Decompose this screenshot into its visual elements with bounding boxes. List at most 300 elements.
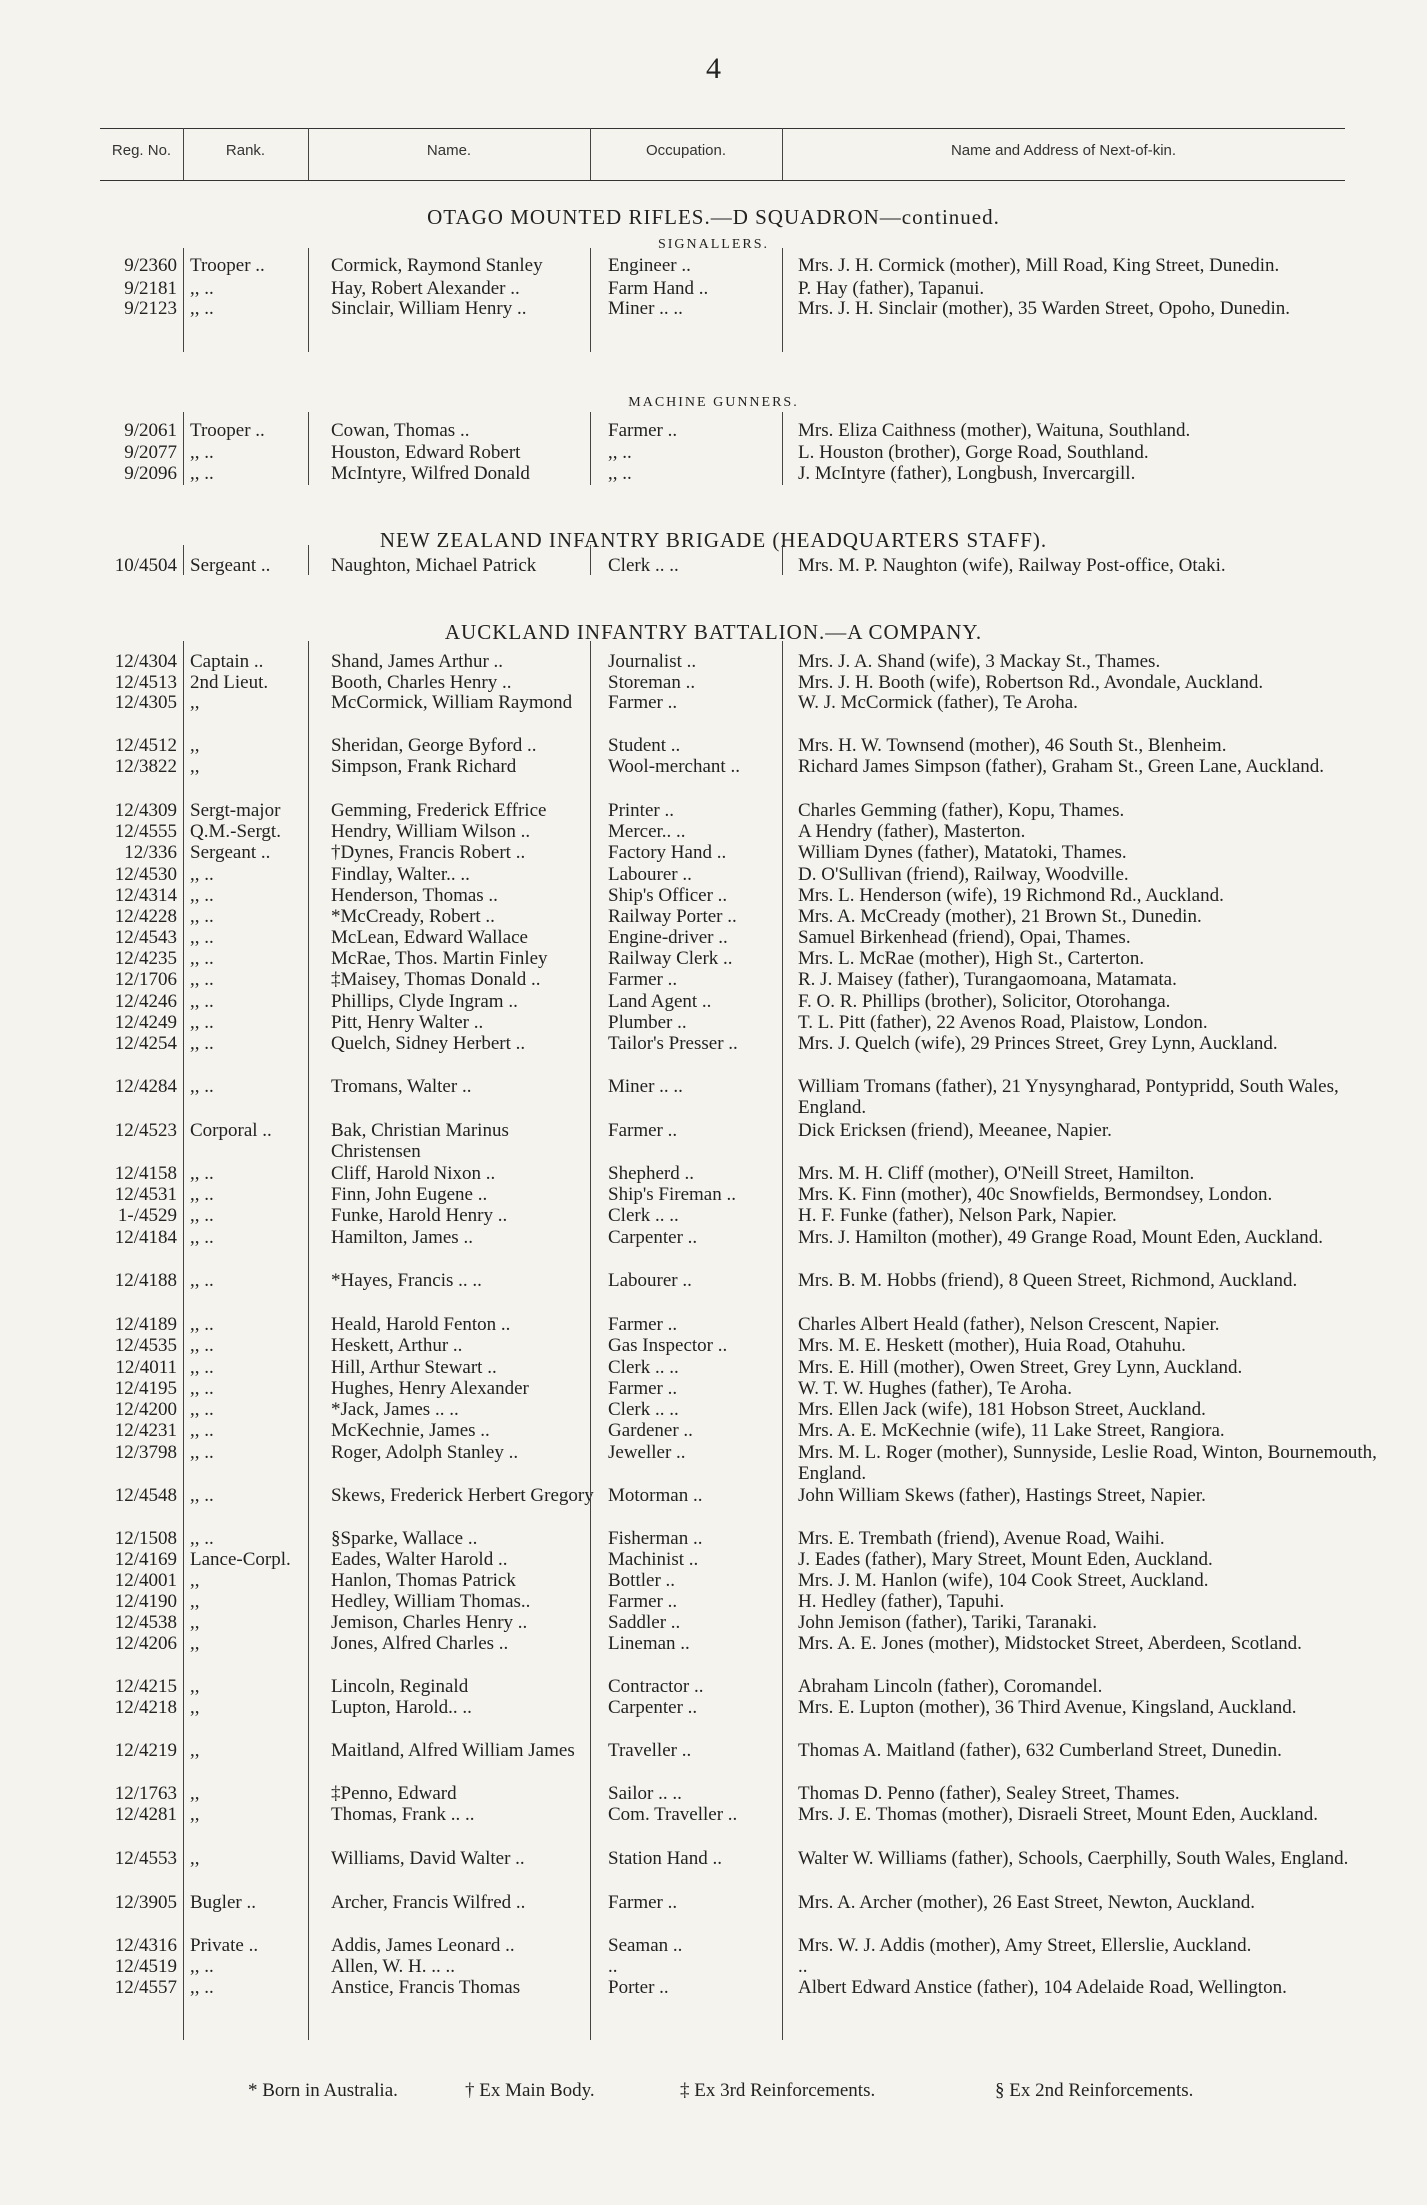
- column-divider: [782, 412, 783, 485]
- column-divider: [782, 248, 783, 352]
- next-of-kin: W. J. McCormick (father), Te Aroha.: [798, 692, 1078, 713]
- footnote-3rd-reinforcements: ‡ Ex 3rd Reinforcements.: [680, 2080, 876, 2101]
- rank: ,,: [190, 1633, 200, 1654]
- soldier-name: Jones, Alfred Charles ..: [331, 1633, 509, 1654]
- soldier-name: Tromans, Walter ..: [331, 1076, 472, 1097]
- next-of-kin: William Tromans (father), 21 Ynysyngharad, Pontypridd, South Wales, England.: [798, 1076, 1339, 1118]
- column-divider: [183, 412, 184, 485]
- rank: ,, ..: [190, 885, 214, 906]
- soldier-name: Booth, Charles Henry ..: [331, 672, 512, 693]
- soldier-name: Lupton, Harold.. ..: [331, 1697, 472, 1718]
- next-of-kin: Mrs. A. E. McKechnie (wife), 11 Lake Street, Rangiora.: [798, 1420, 1225, 1441]
- occupation: Saddler ..: [608, 1612, 681, 1633]
- soldier-name: McIntyre, Wilfred Donald: [331, 463, 530, 484]
- next-of-kin: Mrs. B. M. Hobbs (friend), 8 Queen Street, Richmond, Auckland.: [798, 1270, 1298, 1291]
- reg-number: 12/4231: [114, 1420, 177, 1441]
- occupation: Clerk .. ..: [608, 555, 679, 576]
- soldier-name: Hendry, William Wilson ..: [331, 821, 531, 842]
- rank: ,, ..: [190, 1163, 214, 1184]
- reg-number: 10/4504: [114, 555, 177, 576]
- soldier-name: Cowan, Thomas ..: [331, 420, 470, 441]
- column-divider: [183, 641, 184, 2040]
- next-of-kin: W. T. W. Hughes (father), Te Aroha.: [798, 1378, 1072, 1399]
- occupation: Carpenter ..: [608, 1697, 698, 1718]
- soldier-name: Cliff, Harold Nixon ..: [331, 1163, 496, 1184]
- soldier-name: Pitt, Henry Walter ..: [331, 1012, 484, 1033]
- rank: ,, ..: [190, 463, 214, 484]
- next-of-kin: Abraham Lincoln (father), Coromandel.: [798, 1676, 1103, 1697]
- occupation: Plumber ..: [608, 1012, 687, 1033]
- next-of-kin: D. O'Sullivan (friend), Railway, Woodville.: [798, 864, 1129, 885]
- next-of-kin: Mrs. E. Hill (mother), Owen Street, Grey Lynn, Auckland.: [798, 1357, 1243, 1378]
- reg-number: 12/4523: [114, 1120, 177, 1141]
- reg-number: 12/336: [124, 842, 177, 863]
- reg-number: 12/4215: [114, 1676, 177, 1697]
- reg-number: 12/4219: [114, 1740, 177, 1761]
- rank: Trooper ..: [190, 255, 265, 276]
- reg-number: 12/4235: [114, 948, 177, 969]
- column-divider: [183, 248, 184, 352]
- footnote-main-body: † Ex Main Body.: [465, 2080, 595, 2101]
- rank: ,, ..: [190, 1335, 214, 1356]
- occupation: Gas Inspector ..: [608, 1335, 728, 1356]
- rank: ,, ..: [190, 1442, 214, 1463]
- soldier-name: Archer, Francis Wilfred ..: [331, 1892, 526, 1913]
- occupation: Mercer.. ..: [608, 821, 686, 842]
- soldier-name: Allen, W. H. .. ..: [331, 1956, 456, 1977]
- rank: Trooper ..: [190, 420, 265, 441]
- soldier-name: McLean, Edward Wallace: [331, 927, 528, 948]
- soldier-name: Bak, Christian Marinus Christensen: [331, 1120, 509, 1162]
- rank: Bugler ..: [190, 1892, 256, 1913]
- reg-number: 9/2077: [124, 442, 177, 463]
- rank: ,, ..: [190, 1033, 214, 1054]
- next-of-kin: Walter W. Williams (father), Schools, Caerphilly, South Wales, England.: [798, 1848, 1349, 1869]
- next-of-kin: Mrs. J. Quelch (wife), 29 Princes Street, Grey Lynn, Auckland.: [798, 1033, 1278, 1054]
- rank: Corporal ..: [190, 1120, 272, 1141]
- rank: ,, ..: [190, 864, 214, 885]
- soldier-name: Lincoln, Reginald: [331, 1676, 469, 1697]
- soldier-name: Anstice, Francis Thomas: [331, 1977, 521, 1998]
- occupation: Machinist ..: [608, 1549, 699, 1570]
- soldier-name: Hedley, William Thomas..: [331, 1591, 531, 1612]
- next-of-kin: Mrs. A. McCready (mother), 21 Brown St., Dunedin.: [798, 906, 1202, 927]
- reg-number: 12/1763: [114, 1783, 177, 1804]
- reg-number: 12/4190: [114, 1591, 177, 1612]
- soldier-name: Funke, Harold Henry ..: [331, 1205, 508, 1226]
- footnote-born-australia: * Born in Australia.: [248, 2080, 398, 2101]
- rank: ,, ..: [190, 1956, 214, 1977]
- soldier-name: Gemming, Frederick Effrice: [331, 800, 547, 821]
- reg-number: 12/4218: [114, 1697, 177, 1718]
- occupation: Fisherman ..: [608, 1528, 703, 1549]
- rank: ,, ..: [190, 1528, 214, 1549]
- occupation: Farmer ..: [608, 692, 678, 713]
- next-of-kin: Richard James Simpson (father), Graham St., Green Lane, Auckland.: [798, 756, 1325, 777]
- next-of-kin: Mrs. M. P. Naughton (wife), Railway Post-office, Otaki.: [798, 555, 1226, 576]
- reg-number: 12/3798: [114, 1442, 177, 1463]
- reg-number: 12/1508: [114, 1528, 177, 1549]
- rank: ,,: [190, 1783, 200, 1804]
- column-divider: [782, 641, 783, 2040]
- header-rank: Rank.: [225, 142, 266, 159]
- column-divider: [782, 545, 783, 575]
- occupation: Bottler ..: [608, 1570, 676, 1591]
- next-of-kin: Mrs. M. H. Cliff (mother), O'Neill Street, Hamilton.: [798, 1163, 1195, 1184]
- rank: ,,: [190, 1676, 200, 1697]
- occupation: ,, ..: [608, 442, 632, 463]
- occupation: Jeweller ..: [608, 1442, 686, 1463]
- soldier-name: Houston, Edward Robert: [331, 442, 521, 463]
- rank: Captain ..: [190, 651, 264, 672]
- occupation: Factory Hand ..: [608, 842, 727, 863]
- occupation: Station Hand ..: [608, 1848, 722, 1869]
- occupation: Contractor ..: [608, 1676, 704, 1697]
- soldier-name: Maitland, Alfred William James: [331, 1740, 575, 1761]
- rank: ,, ..: [190, 1485, 214, 1506]
- occupation: Porter ..: [608, 1977, 669, 1998]
- reg-number: 12/4249: [114, 1012, 177, 1033]
- reg-number: 12/1706: [114, 969, 177, 990]
- next-of-kin: H. Hedley (father), Tapuhi.: [798, 1591, 1005, 1612]
- occupation: Miner .. ..: [608, 1076, 683, 1097]
- rank: ,,: [190, 1697, 200, 1718]
- next-of-kin: Mrs. J. Hamilton (mother), 49 Grange Road, Mount Eden, Auckland.: [798, 1227, 1324, 1248]
- reg-number: 12/4246: [114, 991, 177, 1012]
- next-of-kin: Mrs. M. E. Heskett (mother), Huia Road, Otahuhu.: [798, 1335, 1186, 1356]
- next-of-kin: Mrs. L. McRae (mother), High St., Carterton.: [798, 948, 1145, 969]
- rank: ,, ..: [190, 1184, 214, 1205]
- rank: ,,: [190, 1804, 200, 1825]
- column-divider: [308, 545, 309, 575]
- occupation: Farm Hand ..: [608, 278, 709, 299]
- soldier-name: §Sparke, Wallace ..: [331, 1528, 478, 1549]
- occupation: Motorman ..: [608, 1485, 703, 1506]
- soldier-name: McCormick, William Raymond: [331, 692, 573, 713]
- occupation: Farmer ..: [608, 1378, 678, 1399]
- soldier-name: Shand, James Arthur ..: [331, 651, 504, 672]
- section-subtitle: MACHINE GUNNERS.: [628, 395, 799, 410]
- occupation: Miner .. ..: [608, 298, 683, 319]
- next-of-kin: F. O. R. Phillips (brother), Solicitor, Otorohanga.: [798, 991, 1171, 1012]
- section-title: AUCKLAND INFANTRY BATTALION.—A COMPANY.: [444, 620, 983, 644]
- occupation: Railway Porter ..: [608, 906, 737, 927]
- occupation: Tailor's Presser ..: [608, 1033, 738, 1054]
- reg-number: 12/4553: [114, 1848, 177, 1869]
- soldier-name: Sheridan, George Byford ..: [331, 735, 537, 756]
- next-of-kin: Mrs. J. H. Booth (wife), Robertson Rd., Avondale, Auckland.: [798, 672, 1264, 693]
- soldier-name: Jemison, Charles Henry ..: [331, 1612, 528, 1633]
- occupation: Traveller ..: [608, 1740, 692, 1761]
- reg-number: 12/3905: [114, 1892, 177, 1913]
- rank: 2nd Lieut.: [190, 672, 269, 693]
- occupation: Engine-driver ..: [608, 927, 728, 948]
- occupation: Labourer ..: [608, 864, 692, 885]
- soldier-name: Hughes, Henry Alexander: [331, 1378, 529, 1399]
- rank: Private ..: [190, 1935, 259, 1956]
- rank: ,, ..: [190, 1227, 214, 1248]
- next-of-kin: Mrs. Ellen Jack (wife), 181 Hobson Street, Auckland.: [798, 1399, 1206, 1420]
- next-of-kin: Thomas A. Maitland (father), 632 Cumberland Street, Dunedin.: [798, 1740, 1282, 1761]
- rank: ,, ..: [190, 1012, 214, 1033]
- next-of-kin: Mrs. K. Finn (mother), 40c Snowfields, Bermondsey, London.: [798, 1184, 1273, 1205]
- next-of-kin: William Dynes (father), Matatoki, Thames.: [798, 842, 1127, 863]
- header-top-rule: [100, 128, 1345, 129]
- occupation: Lineman ..: [608, 1633, 690, 1654]
- occupation: Engineer ..: [608, 255, 691, 276]
- rank: ,, ..: [190, 442, 214, 463]
- soldier-name: Hanlon, Thomas Patrick: [331, 1570, 516, 1591]
- section-subtitle: SIGNALLERS.: [657, 237, 770, 252]
- occupation: Farmer ..: [608, 969, 678, 990]
- reg-number: 9/2061: [124, 420, 177, 441]
- rank: ,,: [190, 735, 200, 756]
- occupation: ,, ..: [608, 463, 632, 484]
- next-of-kin: Charles Albert Heald (father), Nelson Crescent, Napier.: [798, 1314, 1220, 1335]
- occupation: Farmer ..: [608, 1892, 678, 1913]
- rank: ,,: [190, 1570, 200, 1591]
- next-of-kin: Mrs. E. Lupton (mother), 36 Third Avenue, Kingsland, Auckland.: [798, 1697, 1297, 1718]
- reg-number: 12/4548: [114, 1485, 177, 1506]
- reg-number: 12/4519: [114, 1956, 177, 1977]
- next-of-kin: Mrs. Eliza Caithness (mother), Waituna, Southland.: [798, 420, 1191, 441]
- header-bottom-rule: [100, 180, 1345, 181]
- rank: Sergeant ..: [190, 555, 271, 576]
- reg-number: 12/4305: [114, 692, 177, 713]
- soldier-name: ‡Maisey, Thomas Donald ..: [331, 969, 541, 990]
- next-of-kin: J. McIntyre (father), Longbush, Invercargill.: [798, 463, 1136, 484]
- next-of-kin: Mrs. J. E. Thomas (mother), Disraeli Street, Mount Eden, Auckland.: [798, 1804, 1318, 1825]
- rank: ,, ..: [190, 1420, 214, 1441]
- reg-number: 9/2123: [124, 298, 177, 319]
- column-divider: [590, 641, 591, 2040]
- reg-number: 12/4011: [115, 1357, 177, 1378]
- soldier-name: McKechnie, James ..: [331, 1420, 490, 1441]
- occupation: Farmer ..: [608, 1591, 678, 1612]
- rank: ,, ..: [190, 906, 214, 927]
- rank: ,,: [190, 756, 200, 777]
- next-of-kin: Thomas D. Penno (father), Sealey Street, Thames.: [798, 1783, 1180, 1804]
- rank: ,, ..: [190, 1270, 214, 1291]
- rank: ,, ..: [190, 1378, 214, 1399]
- next-of-kin: Charles Gemming (father), Kopu, Thames.: [798, 800, 1125, 821]
- next-of-kin: Mrs. M. L. Roger (mother), Sunnyside, Leslie Road, Winton, Bournemouth, England.: [798, 1442, 1377, 1484]
- occupation: Sailor .. ..: [608, 1783, 682, 1804]
- column-divider: [308, 641, 309, 2040]
- occupation: Ship's Fireman ..: [608, 1184, 736, 1205]
- soldier-name: *Jack, James .. ..: [331, 1399, 459, 1420]
- rank: Sergt-major: [190, 800, 281, 821]
- reg-number: 12/4188: [114, 1270, 177, 1291]
- next-of-kin: Mrs. A. E. Jones (mother), Midstocket Street, Aberdeen, Scotland.: [798, 1633, 1302, 1654]
- rank: ,,: [190, 1612, 200, 1633]
- soldier-name: Simpson, Frank Richard: [331, 756, 517, 777]
- next-of-kin: L. Houston (brother), Gorge Road, Southland.: [798, 442, 1149, 463]
- soldier-name: Addis, James Leonard ..: [331, 1935, 515, 1956]
- next-of-kin: Mrs. A. Archer (mother), 26 East Street, Newton, Auckland.: [798, 1892, 1255, 1913]
- next-of-kin: H. F. Funke (father), Nelson Park, Napier.: [798, 1205, 1117, 1226]
- reg-number: 12/4513: [114, 672, 177, 693]
- rank: Sergeant ..: [190, 842, 271, 863]
- reg-number: 9/2096: [124, 463, 177, 484]
- rank: ,, ..: [190, 927, 214, 948]
- soldier-name: Sinclair, William Henry ..: [331, 298, 527, 319]
- occupation: Farmer ..: [608, 1120, 678, 1141]
- rank: ,, ..: [190, 1314, 214, 1335]
- reg-number: 12/4284: [114, 1076, 177, 1097]
- soldier-name: †Dynes, Francis Robert ..: [331, 842, 526, 863]
- rank: ,, ..: [190, 948, 214, 969]
- next-of-kin: Mrs. J. M. Hanlon (wife), 104 Cook Street, Auckland.: [798, 1570, 1209, 1591]
- soldier-name: Hamilton, James ..: [331, 1227, 473, 1248]
- reg-number: 12/4309: [114, 800, 177, 821]
- occupation: Carpenter ..: [608, 1227, 698, 1248]
- rank: ,, ..: [190, 278, 214, 299]
- occupation: Student ..: [608, 735, 681, 756]
- reg-number: 12/4195: [114, 1378, 177, 1399]
- column-divider: [308, 412, 309, 485]
- reg-number: 12/4158: [114, 1163, 177, 1184]
- next-of-kin: Mrs. J. H. Cormick (mother), Mill Road, King Street, Dunedin.: [798, 255, 1280, 276]
- reg-number: 9/2181: [124, 278, 177, 299]
- column-divider: [183, 545, 184, 575]
- next-of-kin: J. Eades (father), Mary Street, Mount Eden, Auckland.: [798, 1549, 1213, 1570]
- rank: ,, ..: [190, 1357, 214, 1378]
- reg-number: 12/4254: [114, 1033, 177, 1054]
- soldier-name: Phillips, Clyde Ingram ..: [331, 991, 518, 1012]
- reg-number: 12/4304: [114, 651, 177, 672]
- soldier-name: Williams, David Walter ..: [331, 1848, 525, 1869]
- reg-number: 12/4535: [114, 1335, 177, 1356]
- occupation: Clerk .. ..: [608, 1357, 679, 1378]
- soldier-name: McRae, Thos. Martin Finley: [331, 948, 548, 969]
- reg-number: 12/4512: [114, 735, 177, 756]
- soldier-name: Skews, Frederick Herbert Gregory: [331, 1485, 594, 1506]
- rank: ,, ..: [190, 1076, 214, 1097]
- rank: ,, ..: [190, 969, 214, 990]
- footnote-2nd-reinforcements: § Ex 2nd Reinforcements.: [995, 2080, 1194, 2101]
- header-kin: Name and Address of Next-of-kin.: [950, 142, 1177, 159]
- occupation: Farmer ..: [608, 1314, 678, 1335]
- soldier-name: Henderson, Thomas ..: [331, 885, 498, 906]
- next-of-kin: Mrs. J. H. Sinclair (mother), 35 Warden Street, Opoho, Dunedin.: [798, 298, 1291, 319]
- header-name: Name.: [426, 142, 472, 159]
- occupation: Clerk .. ..: [608, 1205, 679, 1226]
- rank: ,,: [190, 1848, 200, 1869]
- next-of-kin: Samuel Birkenhead (friend), Opai, Thames.: [798, 927, 1131, 948]
- rank: ,,: [190, 1740, 200, 1761]
- soldier-name: Hay, Robert Alexander ..: [331, 278, 520, 299]
- next-of-kin: Albert Edward Anstice (father), 104 Adelaide Road, Wellington.: [798, 1977, 1287, 1998]
- section-title: NEW ZEALAND INFANTRY BRIGADE (HEADQUARTERS STAFF).: [379, 528, 1048, 552]
- occupation: Com. Traveller ..: [608, 1804, 738, 1825]
- occupation: Wool-merchant ..: [608, 756, 740, 777]
- reg-number: 12/4557: [114, 1977, 177, 1998]
- occupation: Clerk .. ..: [608, 1399, 679, 1420]
- reg-number: 12/4543: [114, 927, 177, 948]
- next-of-kin: John Jemison (father), Tariki, Taranaki.: [798, 1612, 1097, 1633]
- rank: ,, ..: [190, 1977, 214, 1998]
- rank: ,,: [190, 1591, 200, 1612]
- column-divider: [590, 248, 591, 352]
- soldier-name: Heald, Harold Fenton ..: [331, 1314, 511, 1335]
- soldier-name: *McCready, Robert ..: [331, 906, 495, 927]
- occupation: Storeman ..: [608, 672, 696, 693]
- reg-number: 12/4555: [114, 821, 177, 842]
- occupation: Journalist ..: [608, 651, 697, 672]
- reg-number: 12/4314: [114, 885, 177, 906]
- header-occupation: Occupation.: [645, 142, 727, 159]
- next-of-kin: Mrs. J. A. Shand (wife), 3 Mackay St., Thames.: [798, 651, 1161, 672]
- rank: ,, ..: [190, 1399, 214, 1420]
- reg-number: 12/4184: [114, 1227, 177, 1248]
- soldier-name: Thomas, Frank .. ..: [331, 1804, 475, 1825]
- soldier-name: Quelch, Sidney Herbert ..: [331, 1033, 526, 1054]
- occupation: Gardener ..: [608, 1420, 693, 1441]
- next-of-kin: R. J. Maisey (father), Turangaomoana, Matamata.: [798, 969, 1177, 990]
- section-title: OTAGO MOUNTED RIFLES.—D SQUADRON—continued.: [427, 205, 1000, 229]
- reg-number: 12/4206: [114, 1633, 177, 1654]
- occupation: Labourer ..: [608, 1270, 692, 1291]
- soldier-name: Naughton, Michael Patrick: [331, 555, 537, 576]
- occupation: Land Agent ..: [608, 991, 712, 1012]
- reg-number: 12/4316: [114, 1935, 177, 1956]
- column-divider: [308, 248, 309, 352]
- rank: ,, ..: [190, 298, 214, 319]
- reg-number: 12/4200: [114, 1399, 177, 1420]
- reg-number: 12/4228: [114, 906, 177, 927]
- reg-number: 12/3822: [114, 756, 177, 777]
- occupation: Seaman ..: [608, 1935, 683, 1956]
- next-of-kin: John William Skews (father), Hastings Street, Napier.: [798, 1485, 1206, 1506]
- reg-number: 12/4001: [114, 1570, 177, 1591]
- occupation: Railway Clerk ..: [608, 948, 733, 969]
- next-of-kin: P. Hay (father), Tapanui.: [798, 278, 985, 299]
- reg-number: 12/4538: [114, 1612, 177, 1633]
- occupation: Shepherd ..: [608, 1163, 695, 1184]
- rank: ,, ..: [190, 991, 214, 1012]
- reg-number: 1-/4529: [117, 1205, 177, 1226]
- soldier-name: ‡Penno, Edward: [331, 1783, 457, 1804]
- occupation: ..: [608, 1956, 618, 1977]
- next-of-kin: Mrs. L. Henderson (wife), 19 Richmond Rd., Auckland.: [798, 885, 1224, 906]
- occupation: Farmer ..: [608, 420, 678, 441]
- column-divider: [590, 412, 591, 485]
- next-of-kin: T. L. Pitt (father), 22 Avenos Road, Plaistow, London.: [798, 1012, 1208, 1033]
- reg-number: 12/4530: [114, 864, 177, 885]
- rank: Lance-Corpl.: [190, 1549, 291, 1570]
- reg-number: 12/4189: [114, 1314, 177, 1335]
- reg-number: 9/2360: [124, 255, 177, 276]
- soldier-name: Heskett, Arthur ..: [331, 1335, 463, 1356]
- header-reg: Reg. No.: [111, 142, 172, 159]
- rank: Q.M.-Sergt.: [190, 821, 281, 842]
- soldier-name: Cormick, Raymond Stanley: [331, 255, 543, 276]
- next-of-kin: Dick Ericksen (friend), Meeanee, Napier.: [798, 1120, 1112, 1141]
- next-of-kin: A Hendry (father), Masterton.: [798, 821, 1026, 842]
- occupation: Ship's Officer ..: [608, 885, 728, 906]
- next-of-kin: ..: [798, 1956, 808, 1977]
- rank: ,,: [190, 692, 200, 713]
- column-divider: [590, 545, 591, 575]
- soldier-name: *Hayes, Francis .. ..: [331, 1270, 482, 1291]
- next-of-kin: Mrs. E. Trembath (friend), Avenue Road, Waihi.: [798, 1528, 1165, 1549]
- reg-number: 12/4169: [114, 1549, 177, 1570]
- soldier-name: Findlay, Walter.. ..: [331, 864, 470, 885]
- next-of-kin: Mrs. H. W. Townsend (mother), 46 South St., Blenheim.: [798, 735, 1227, 756]
- soldier-name: Finn, John Eugene ..: [331, 1184, 488, 1205]
- next-of-kin: Mrs. W. J. Addis (mother), Amy Street, Ellerslie, Auckland.: [798, 1935, 1252, 1956]
